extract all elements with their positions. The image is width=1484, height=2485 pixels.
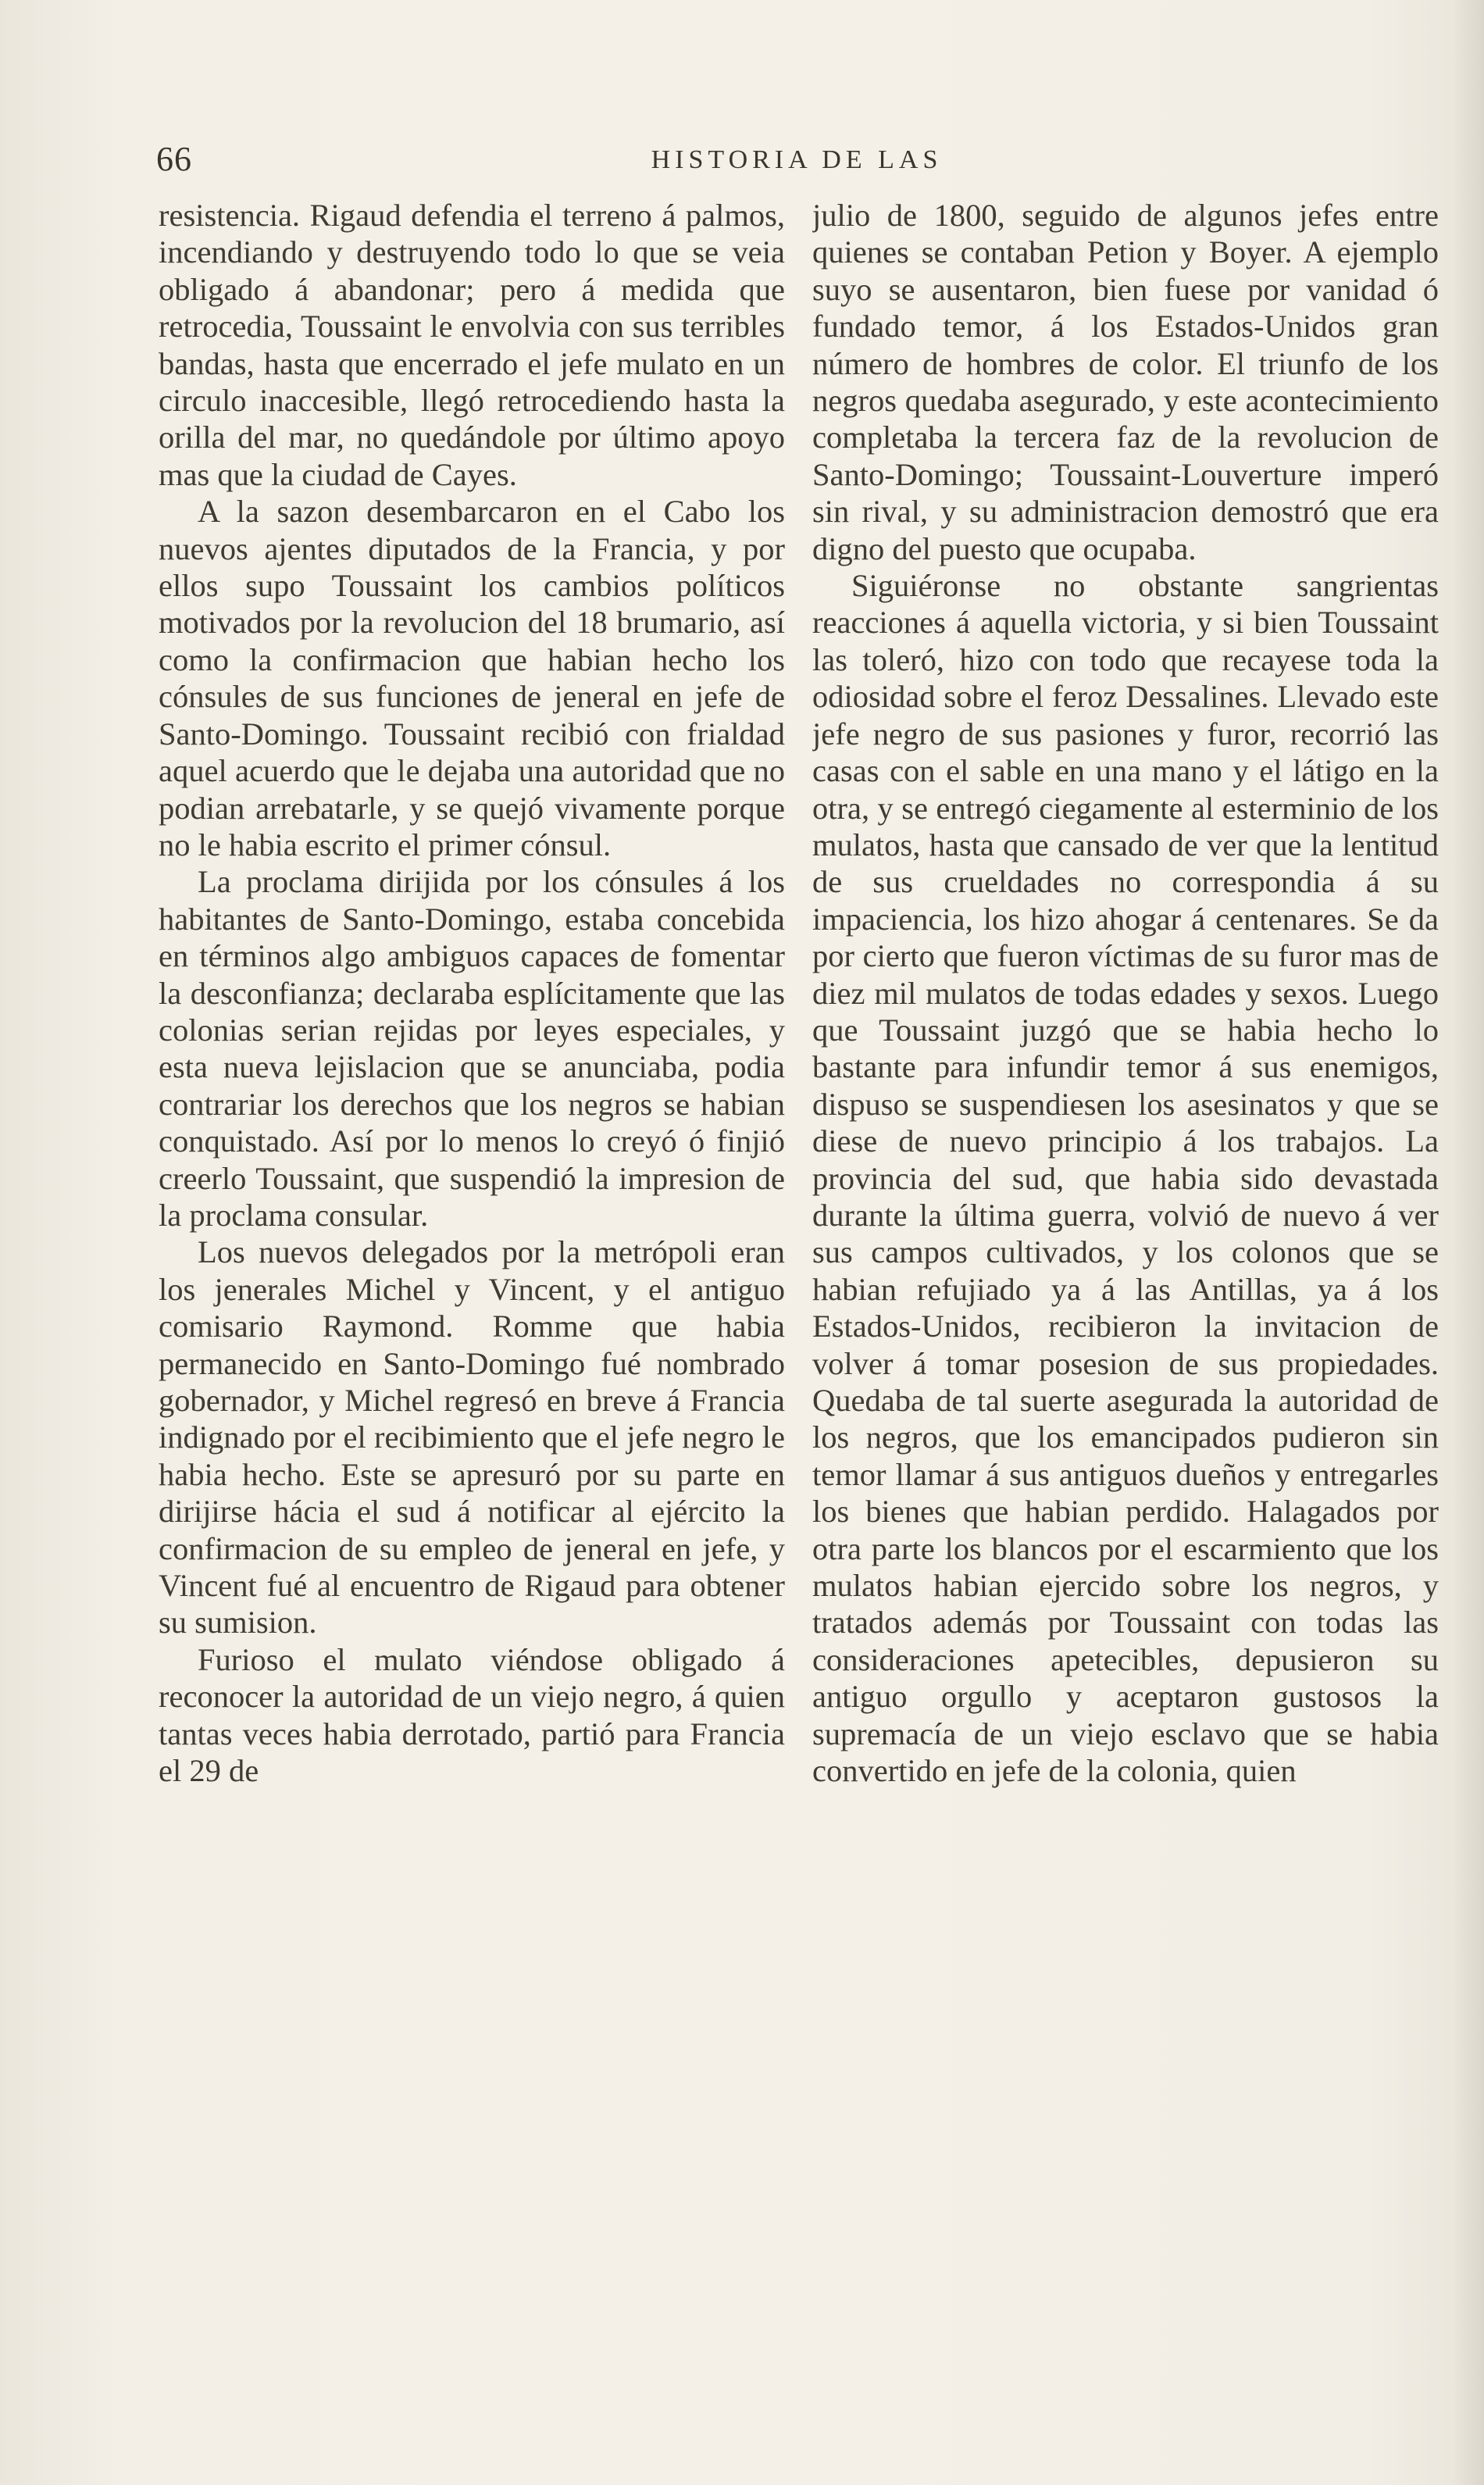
- paragraph: Los nuevos delegados por la metrópoli eran los jenerales Michel y Vincent, y el antiguo comisario Raymond. Romme que habia permanecido en Santo-Domingo fué nombrado gobernador, y Michel regresó en breve á Francia indignado por el recibimiento que el jefe negro le habia hecho. Este se apresuró por su parte en dirijirse hácia el sud á notificar al ejército la confirmacion de su empleo de jeneral en jefe, y Vincent fué al encuentro de Rigaud para obtener su sumision.: [159, 1234, 785, 1641]
- paragraph: julio de 1800, seguido de algunos jefes entre quienes se contaban Petion y Boyer. A ejemplo suyo se ausentaron, bien fuese por vanidad ó fundado temor, á los Estados-Unidos gran número de hombres de color. El triunfo de los negros quedaba asegurado, y este acontecimiento completaba la tercera faz de la revolucion de Santo-Domingo; Toussaint-Louverture imperó sin rival, y su administracion demostró que era digno del puesto que ocupaba.: [812, 198, 1439, 566]
- right-column: [812, 197, 1439, 2322]
- page-edge-shadow: [1453, 0, 1484, 2485]
- paragraph: resistencia. Rigaud defendia el terreno á palmos, incendiando y destruyendo todo lo que se veia obligado á abandonar; pero á medida que retrocedia, Toussaint le envolvia con sus terribles bandas, hasta que encerrado el jefe mulato en un circulo inaccesible, llegó retrocediendo hasta la orilla del mar, no quedándole por último apoyo mas que la ciudad de Cayes.: [159, 198, 785, 492]
- running-title: HISTORIA DE LAS: [651, 145, 943, 174]
- paragraph: A la sazon desembarcaron en el Cabo los nuevos ajentes diputados de la Francia, y por ellos supo Toussaint los cambios políticos motivados por la revolucion del 18 brumario, así como la confirmacion que habian hecho los cónsules de sus funciones de jeneral en jefe de Santo-Domingo. Toussaint recibió con frialdad aquel acuerdo que le dejaba una autoridad que no podian arrebatarle, y se quejó vivamente porque no le habia escrito el primer cónsul.: [159, 494, 785, 862]
- paragraph: La proclama dirijida por los cónsules á los habitantes de Santo-Domingo, estaba concebida en términos algo ambiguos capaces de fomentar la desconfianza; declaraba esplícitamente que las colonias serian rejidas por leyes especiales, y esta nueva lejislacion que se anunciaba, podia contrariar los derechos que los negros se habian conquistado. Así por lo menos lo creyó ó finjió creerlo Toussaint, que suspendió la impresion de la proclama consular.: [159, 864, 785, 1233]
- paragraph: Siguiéronse no obstante sangrientas reacciones á aquella victoria, y si bien Toussaint las toleró, hizo con todo que recayese toda la odiosidad sobre el feroz Dessalines. Llevado este jefe negro de sus pasiones y furor, recorrió las casas con el sable en una mano y el látigo en la otra, y se entregó ciegamente al esterminio de los mulatos, hasta que cansado de ver que la lentitud de sus crueldades no correspondia á su impaciencia, los hizo ahogar á centenares. Se da por cierto que fueron víctimas de su furor mas de diez mil mulatos de todas edades y sexos. Luego que Toussaint juzgó que se habia hecho lo bastante para infundir temor á sus enemigos, dispuso se suspendiesen los asesinatos y que se diese de nuevo principio á los trabajos. La provincia del sud, que habia sido devastada durante la última guerra, volvió de nuevo á ver sus campos cultivados, y los colonos que se habian refujiado ya á las Antillas, ya á los Estados-Unidos, recibieron la invitacion de volver á tomar posesion de sus propiedades. Quedaba de tal suerte asegurada la autoridad de los negros, que los emancipados pudieron sin temor llamar á sus antiguos dueños y entregarles los bienes que habian perdido. Halagados por otra parte los blancos por el escarmiento que los mulatos habian ejercido sobre los negros, y tratados además por Toussaint con todas las consideraciones apetecibles, depusieron su antiguo orgullo y aceptaron gustosos la supremacía de un viejo esclavo que se habia convertido en jefe de la colonia, quien: [812, 568, 1439, 1789]
- paragraph: Furioso el mulato viéndose obligado á reconocer la autoridad de un viejo negro, á quien tantas veces habia derrotado, partió para Francia el 29 de: [159, 1641, 785, 1789]
- running-head: [156, 139, 1437, 186]
- left-column: [159, 197, 785, 2322]
- page-number: 66: [156, 140, 192, 178]
